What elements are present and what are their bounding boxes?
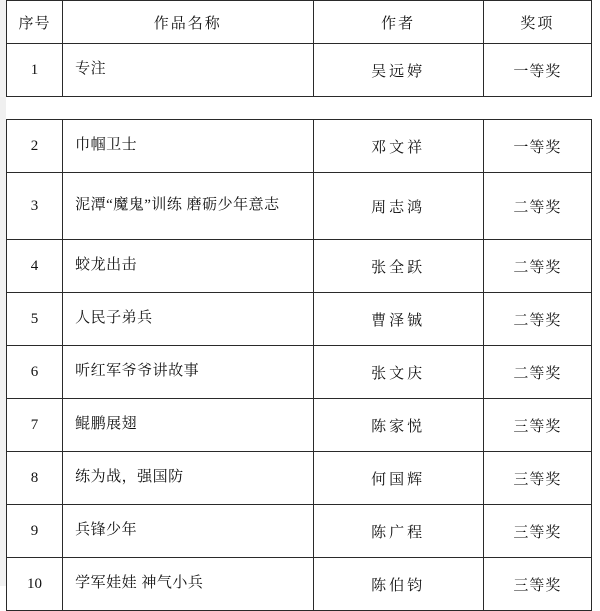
cell-author: 陈家悦 bbox=[313, 399, 483, 452]
page-left-edge bbox=[0, 0, 6, 586]
award-table-part1 bbox=[6, 0, 592, 97]
cell-no: 10 bbox=[7, 558, 63, 611]
cell-title: 蛟龙出击 bbox=[63, 240, 313, 293]
table-row bbox=[7, 505, 592, 558]
table-row bbox=[7, 293, 592, 346]
cell-prize: 三等奖 bbox=[483, 399, 591, 452]
cell-title: 听红军爷爷讲故事 bbox=[63, 346, 313, 399]
cell-prize: 三等奖 bbox=[483, 558, 591, 611]
cell-prize: 一等奖 bbox=[483, 120, 591, 173]
cell-author: 吴远婷 bbox=[313, 44, 483, 97]
cell-title: 兵锋少年 bbox=[63, 505, 313, 558]
cell-prize: 二等奖 bbox=[483, 173, 591, 240]
page-break-gap bbox=[0, 97, 600, 119]
table-row bbox=[7, 240, 592, 293]
table-row bbox=[7, 558, 592, 611]
cell-no: 5 bbox=[7, 293, 63, 346]
cell-author: 何国辉 bbox=[313, 452, 483, 505]
cell-title: 泥潭“魔鬼”训练 磨砺少年意志 bbox=[63, 173, 313, 240]
award-table-part2 bbox=[6, 119, 592, 611]
cell-no: 4 bbox=[7, 240, 63, 293]
cell-title: 练为战，强国防 bbox=[63, 452, 313, 505]
cell-author: 陈广程 bbox=[313, 505, 483, 558]
cell-author: 张文庆 bbox=[313, 346, 483, 399]
cell-prize: 二等奖 bbox=[483, 293, 591, 346]
cell-no: 8 bbox=[7, 452, 63, 505]
column-header-author: 作者 bbox=[313, 1, 483, 44]
cell-author: 曹泽铖 bbox=[313, 293, 483, 346]
column-header-no: 序号 bbox=[7, 1, 63, 44]
cell-no: 2 bbox=[7, 120, 63, 173]
table-row bbox=[7, 173, 592, 240]
cell-no: 9 bbox=[7, 505, 63, 558]
cell-no: 7 bbox=[7, 399, 63, 452]
cell-author: 邓文祥 bbox=[313, 120, 483, 173]
table-row bbox=[7, 452, 592, 505]
cell-prize: 三等奖 bbox=[483, 505, 591, 558]
cell-prize: 二等奖 bbox=[483, 240, 591, 293]
cell-prize: 二等奖 bbox=[483, 346, 591, 399]
column-header-title: 作品名称 bbox=[63, 1, 313, 44]
column-header-prize: 奖项 bbox=[483, 1, 591, 44]
cell-title: 专注 bbox=[63, 44, 313, 97]
cell-prize: 一等奖 bbox=[483, 44, 591, 97]
cell-title: 巾帼卫士 bbox=[63, 120, 313, 173]
table-header-row bbox=[7, 1, 592, 44]
cell-title: 人民子弟兵 bbox=[63, 293, 313, 346]
table-row bbox=[7, 346, 592, 399]
cell-author: 周志鸿 bbox=[313, 173, 483, 240]
cell-no: 1 bbox=[7, 44, 63, 97]
cell-author: 张全跃 bbox=[313, 240, 483, 293]
table-row bbox=[7, 399, 592, 452]
cell-no: 6 bbox=[7, 346, 63, 399]
table-row bbox=[7, 120, 592, 173]
cell-title: 学军娃娃 神气小兵 bbox=[63, 558, 313, 611]
table-row bbox=[7, 44, 592, 97]
cell-prize: 三等奖 bbox=[483, 452, 591, 505]
cell-author: 陈伯钧 bbox=[313, 558, 483, 611]
cell-no: 3 bbox=[7, 173, 63, 240]
cell-title: 鲲鹏展翅 bbox=[63, 399, 313, 452]
